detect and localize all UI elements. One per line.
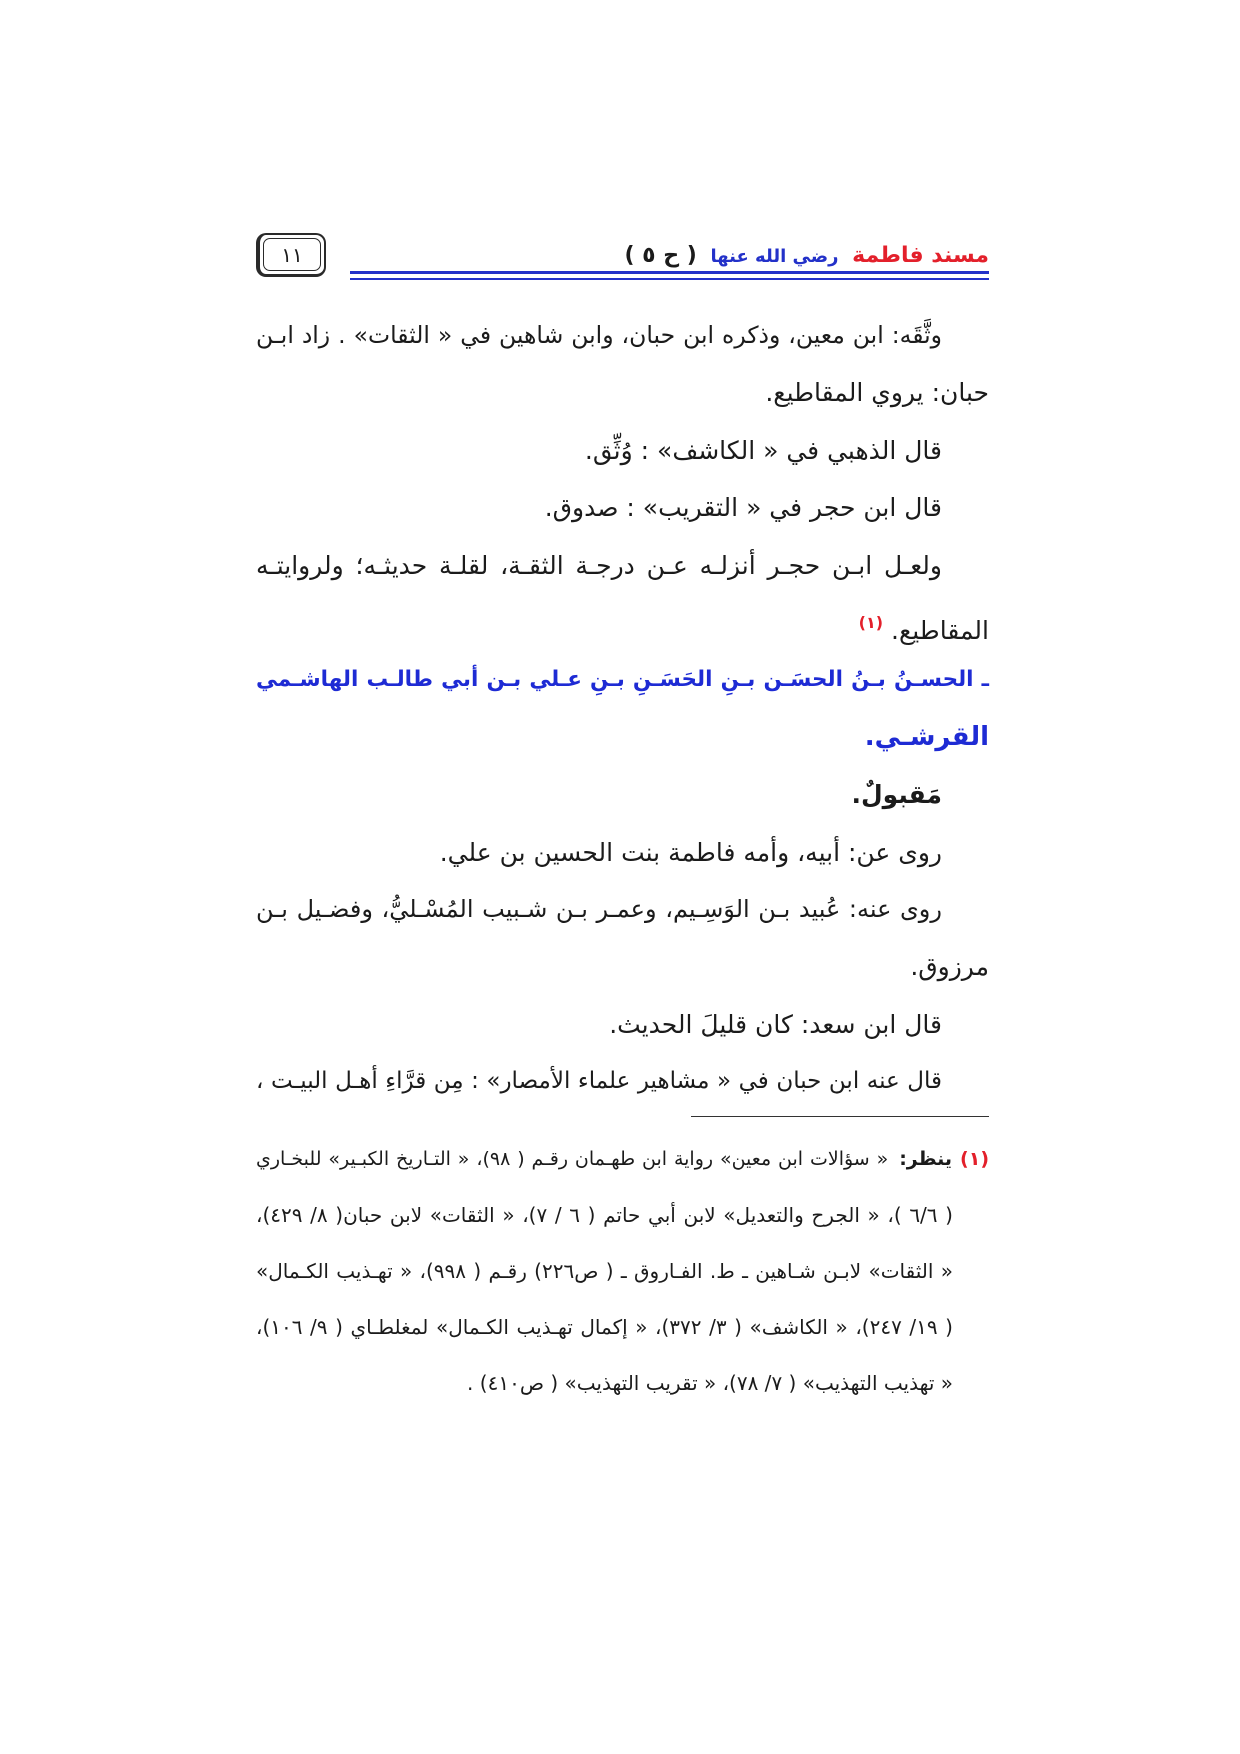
body-line-11: روى عنه: عُبيد بـن الوَسِـيم، وعمـر بـن شـبيب المُسْـليُّ، وفضـيل بـن xyxy=(256,894,942,923)
footnote-line-4: ( ١٩/ ٢٤٧)، « الكاشف» ( ٣/ ٣٧٢)، « إكمال تهـذيب الكـمال» لمغلطـاي ( ٩/ ١٠٦)، xyxy=(256,1315,953,1339)
body-line-10: روى عن: أبيه، وأمه فاطمة بنت الحسين بن علي. xyxy=(439,837,942,867)
footnote-line-3: « الثقات» لابـن شـاهين ـ ط. الفـاروق ـ ( ص٢٢٦) رقـم ( ٩٩٨)، « تهـذيب الكـمال» xyxy=(256,1259,953,1283)
footnote-separator xyxy=(691,1116,989,1117)
body-line-12: مرزوق. xyxy=(910,952,989,982)
narrator-heading-line-1: ـ الحسـنُ بـنُ الحسَـن بـنِ الحَسَـنِ بـنِ عـلي بـن أبي طالـب الهاشـمي xyxy=(256,667,989,693)
body-line-3: قال الذهبي في « الكاشف» : وُثِّق. xyxy=(584,435,942,465)
footnote-line-1 xyxy=(256,1131,989,1187)
footnote-marker: (١) xyxy=(960,1148,989,1170)
book-title: مسند فاطمة xyxy=(852,243,989,268)
running-header xyxy=(624,236,989,276)
body-line-5: ولعـل ابـن حجـر أنزلـه عـن درجـة الثقـة، لقلـة حديثـه؛ ولروايتـه xyxy=(256,550,942,580)
body-text xyxy=(256,307,989,1110)
body-line-6-text: المقاطيع. xyxy=(891,615,989,645)
narrator-heading-line-2: القرشـي. xyxy=(864,721,989,752)
body-line-6 xyxy=(256,594,989,651)
volume-label: ( ح ٥ ) xyxy=(624,243,697,268)
footnote-line-2: ( ٦/٦ )، « الجرح والتعديل» لابن أبي حاتم ( ٦ / ٧)، « الثقات» لابن حبان( ٨/ ٤٢٩)، xyxy=(256,1203,953,1227)
honorific-glyph: رضي الله عنها xyxy=(710,246,839,267)
body-line-1: وثَّقَه: ابن معين، وذكره ابن حبان، وابن شاهين في « الثقات» . زاد ابـن xyxy=(256,321,942,349)
footnote-reference: (١) xyxy=(858,612,884,632)
header-rule-thin xyxy=(350,278,989,280)
grade-label: مَقبولٌ. xyxy=(851,780,942,810)
footnote-label: ينظر: xyxy=(899,1148,953,1170)
body-line-2: حبان: يروي المقاطيع. xyxy=(765,378,989,408)
header-rule-thick xyxy=(350,271,989,274)
page-number: ١١ xyxy=(263,238,321,271)
body-line-14: قال عنه ابن حبان في « مشاهير علماء الأمصار» : مِن قرَّاءِ أهـل البيـت ، xyxy=(256,1068,942,1095)
body-line-13: قال ابن سعد: كان قليلَ الحديث. xyxy=(609,1009,942,1039)
page-number-box xyxy=(256,233,326,277)
footnotes xyxy=(256,1131,989,1411)
footnote-line-1-text: « سؤالات ابن معين» رواية ابن طهـمان رقـم ( ٩٨)، « التـاريخ الكبـير» للبخـاري xyxy=(256,1148,889,1170)
body-line-4: قال ابن حجر في « التقريب» : صدوق. xyxy=(544,493,942,523)
footnote-line-5: « تهذيب التهذيب» ( ٧/ ٧٨)، « تقريب التهذيب» ( ص٤١٠) . xyxy=(467,1371,953,1395)
